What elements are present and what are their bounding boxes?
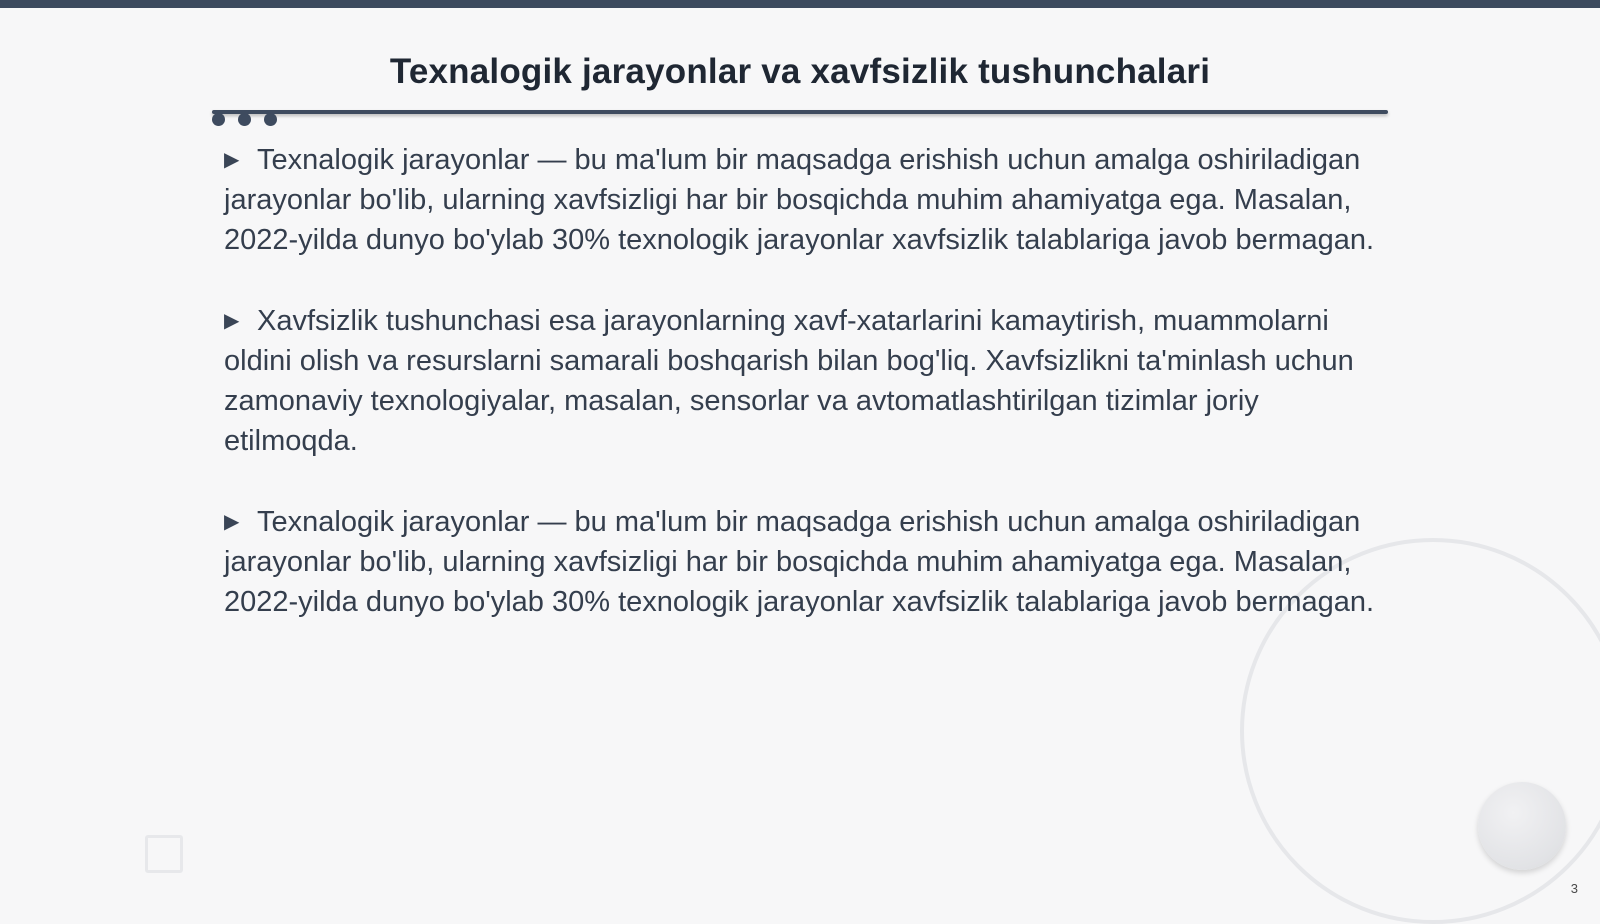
bullet-text: Texnalogik jarayonlar — bu ma'lum bir maqsadga erishish uchun amalga oshiriladigan jarayonlar bo'lib, ularning xavfsizligi har bir bosqichda muhim ahamiyatga ega. Masalan, 2022-yilda dunyo bo'ylab 30% texnologik jarayonlar xavfsizlik talablariga javob bermagan. (224, 144, 1375, 256)
title-underline (212, 110, 1388, 114)
bullet-arrow-icon: ▶ (224, 511, 240, 533)
decorative-circle (1478, 782, 1566, 870)
bullet-item (224, 140, 1384, 260)
bullet-arrow-icon: ▶ (224, 149, 240, 171)
bullet-list (224, 140, 1384, 663)
bullet-arrow-icon: ▶ (224, 310, 240, 332)
decorative-dot (264, 113, 277, 126)
bullet-item (224, 301, 1384, 461)
bullet-text: Xavfsizlik tushunchasi esa jarayonlarning xavf-xatarlarini kamaytirish, muammolarni oldini olish va resurslarni samarali boshqarish bilan bog'liq. Xavfsizlikni ta'minlash uchun zamonaviy texnologiyalar, masalan, sensorlar va avtomatlashtirilgan tizimlar joriy etilmoqda. (224, 305, 1354, 457)
top-accent-bar (0, 0, 1600, 8)
bullet-item (224, 502, 1384, 622)
decorative-dot (212, 113, 225, 126)
decorative-square (145, 835, 183, 873)
slide-title: Texnalogik jarayonlar va xavfsizlik tushunchalari (389, 52, 1211, 91)
page-number: 3 (1570, 881, 1578, 896)
bullet-text: Texnalogik jarayonlar — bu ma'lum bir maqsadga erishish uchun amalga oshiriladigan jarayonlar bo'lib, ularning xavfsizligi har bir bosqichda muhim ahamiyatga ega. Masalan, 2022-yilda dunyo bo'ylab 30% texnologik jarayonlar xavfsizlik talablariga javob bermagan. (224, 506, 1375, 618)
decorative-dot (238, 113, 251, 126)
